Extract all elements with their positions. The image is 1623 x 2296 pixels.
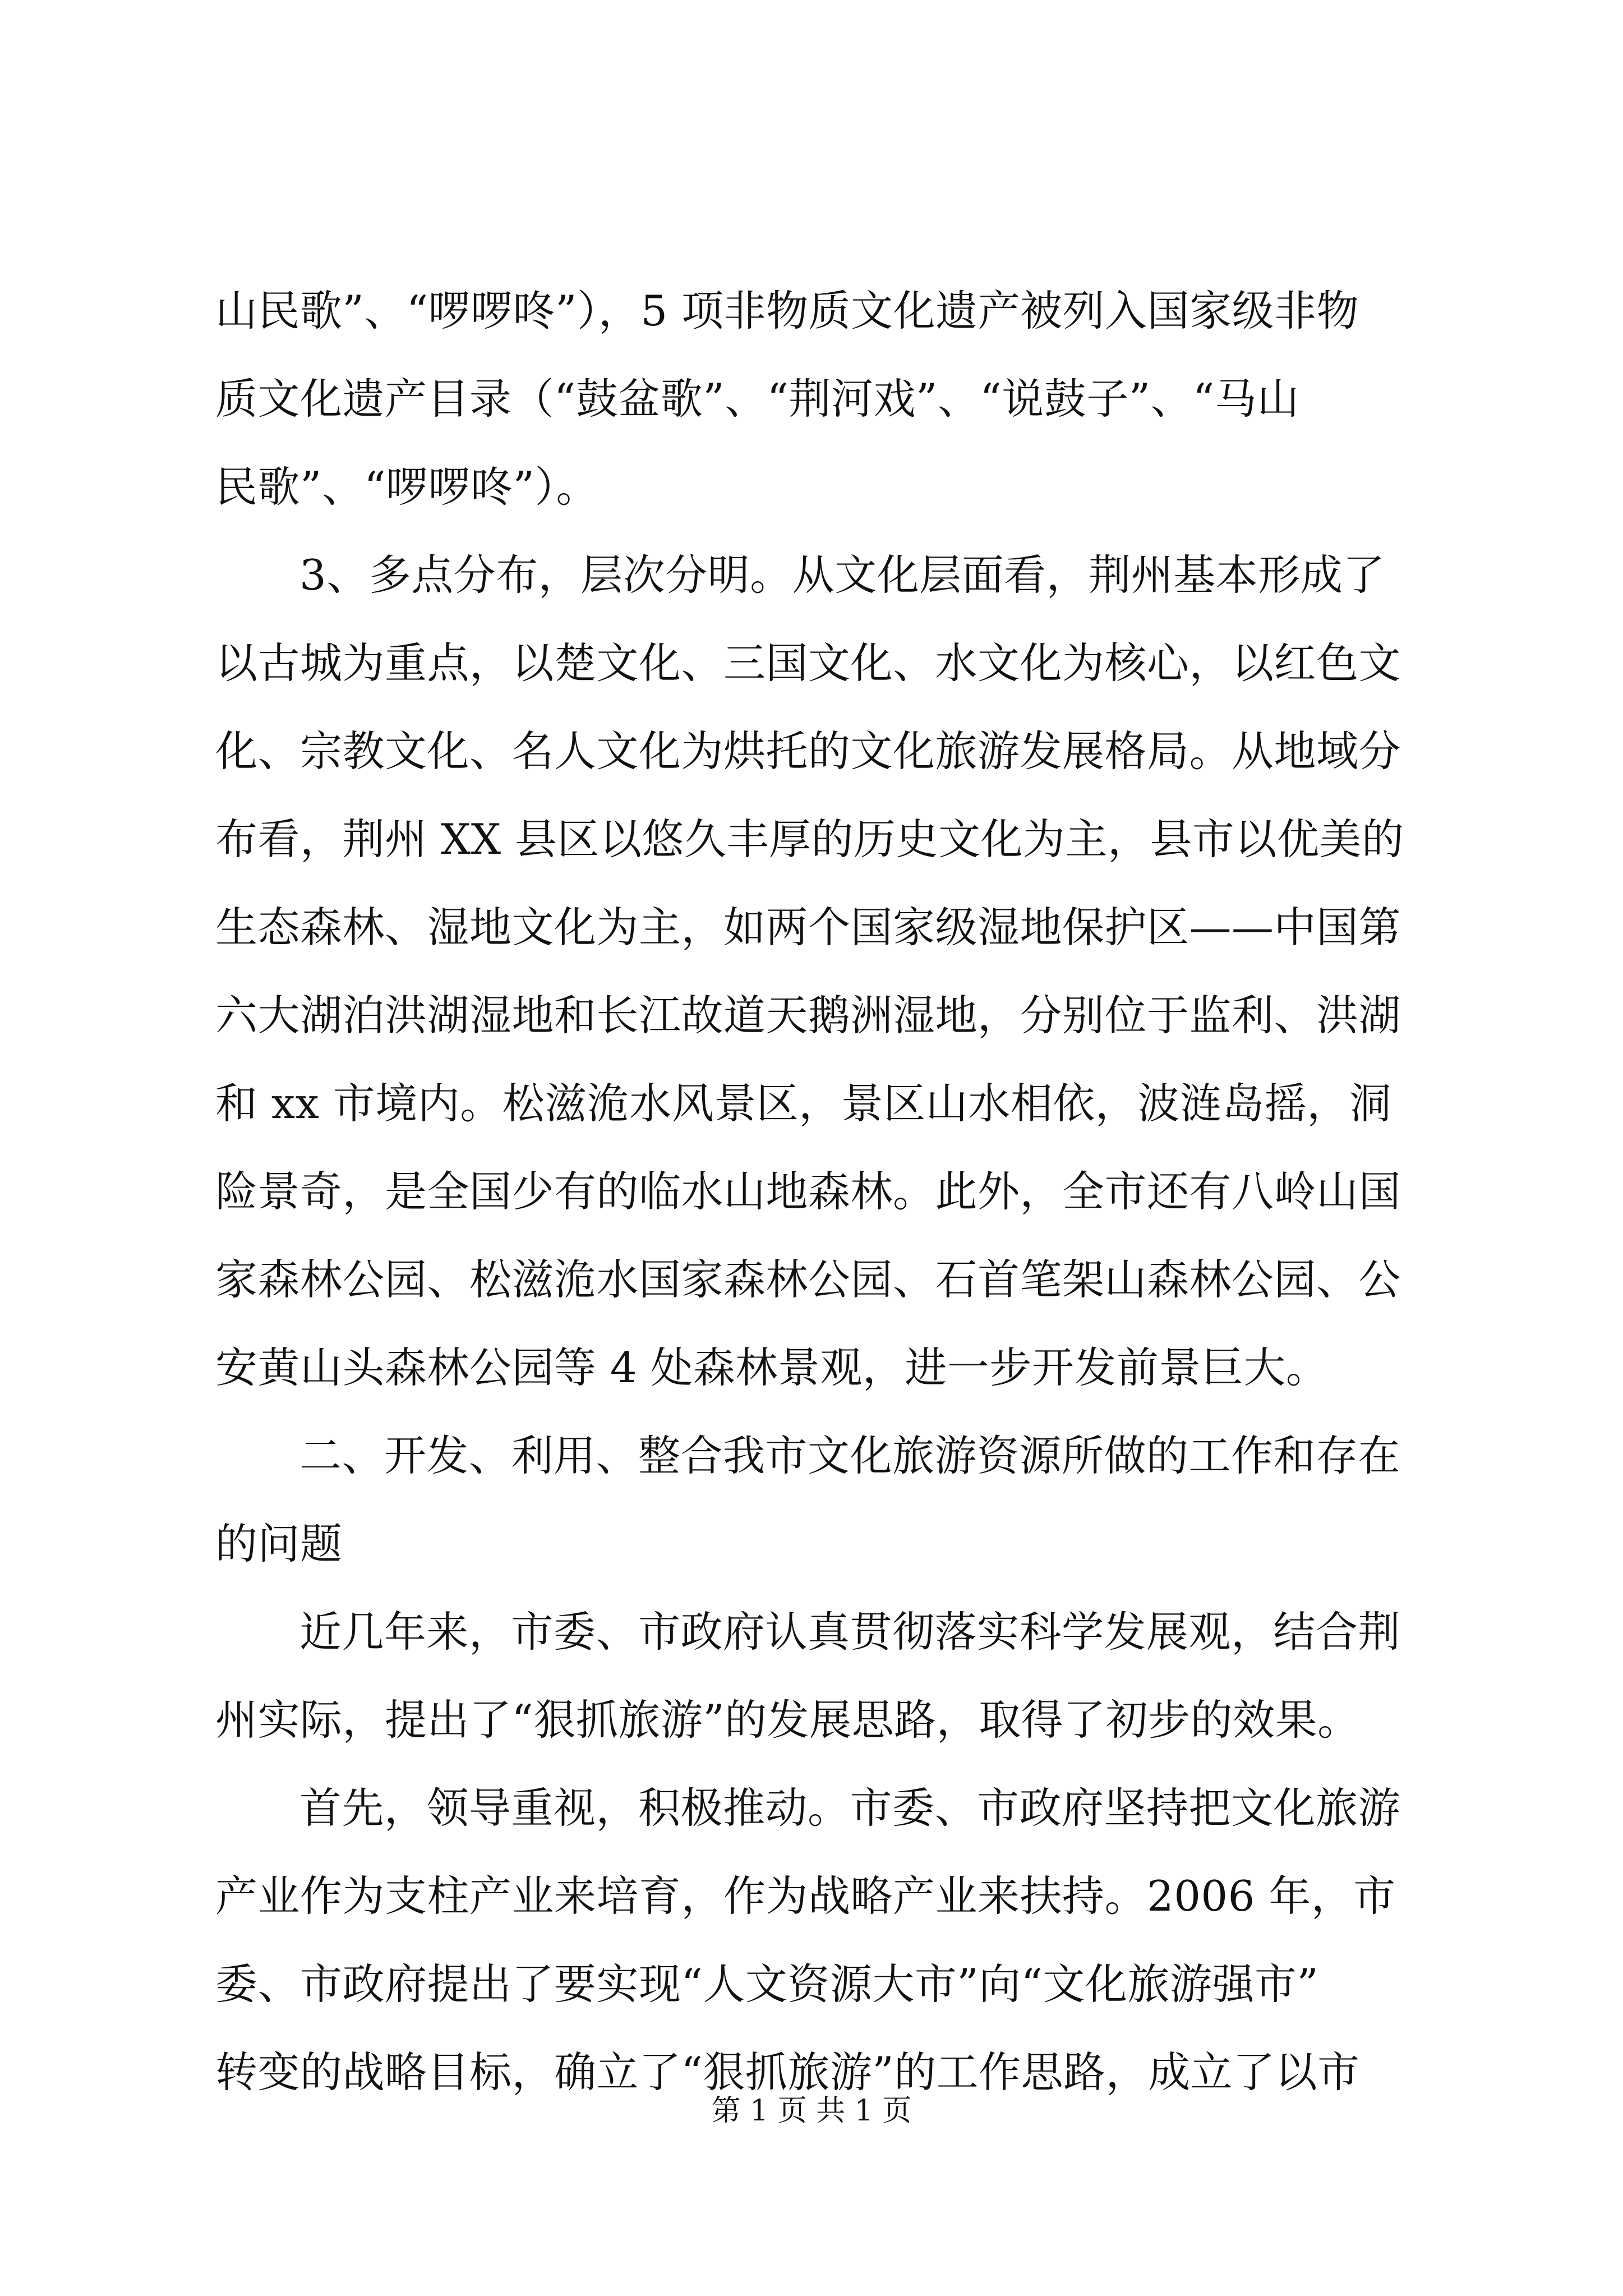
text-line: 委、市政府提出了要实现“人文资源大市”向“文化旅游强市” bbox=[215, 1959, 1319, 2009]
text-line: 质文化遗产目录（“鼓盆歌”、“荆河戏”、“说鼓子”、“马山 bbox=[215, 374, 1299, 424]
document-body bbox=[215, 267, 1427, 2116]
text-line: 产业作为支柱产业来培育，作为战略产业来扶持。2006 年，市 bbox=[215, 1871, 1396, 1921]
text-line: 二、开发、利用、整合我市文化旅游资源所做的工作和存在 bbox=[299, 1431, 1401, 1480]
text-line: 山民歌”、“啰啰咚”），5 项非物质文化遗产被列入国家级非物 bbox=[215, 286, 1359, 335]
text-line: 的问题 bbox=[215, 1519, 343, 1568]
text-line: 六大湖泊洪湖湿地和长江故道天鹅洲湿地，分别位于监利、洪湖 bbox=[215, 991, 1401, 1040]
text-line: 转变的战略目标，确立了“狠抓旅游”的工作思路，成立了以市 bbox=[215, 2047, 1360, 2097]
text-line: 险景奇，是全国少有的临水山地森林。此外，全市还有八岭山国 bbox=[215, 1167, 1401, 1216]
text-line: 州实际，提出了“狠抓旅游”的发展思路，取得了初步的效果。 bbox=[215, 1695, 1360, 1745]
page-footer: 第 1 页 共 1 页 bbox=[711, 2094, 912, 2128]
text-line: 安黄山头森林公园等 4 处森林景观，进一步开发前景巨大。 bbox=[215, 1343, 1329, 1392]
text-line: 首先，领导重视，积极推动。市委、市政府坚持把文化旅游 bbox=[299, 1783, 1401, 1833]
text-line: 民歌”、“啰啰咚”）。 bbox=[215, 462, 599, 512]
text-line: 近几年来，市委、市政府认真贯彻落实科学发展观，结合荆 bbox=[299, 1607, 1401, 1657]
text-line: 和 xx 市境内。松滋洈水风景区，景区山水相依，波涟岛摇，洞 bbox=[215, 1079, 1392, 1128]
text-line: 化、宗教文化、名人文化为烘托的文化旅游发展格局。从地域分 bbox=[215, 726, 1401, 776]
text-line: 3、多点分布，层次分明。从文化层面看，荆州基本形成了 bbox=[299, 550, 1385, 600]
text-line: 生态森林、湿地文化为主，如两个国家级湿地保护区——中国第 bbox=[215, 903, 1401, 952]
text-line: 家森林公园、松滋洈水国家森林公园、石首笔架山森林公园、公 bbox=[215, 1255, 1401, 1304]
text-line: 以古城为重点，以楚文化、三国文化、水文化为核心，以红色文 bbox=[215, 638, 1401, 688]
text-line: 布看，荆州 XX 县区以悠久丰厚的历史文化为主，县市以优美的 bbox=[215, 815, 1404, 864]
